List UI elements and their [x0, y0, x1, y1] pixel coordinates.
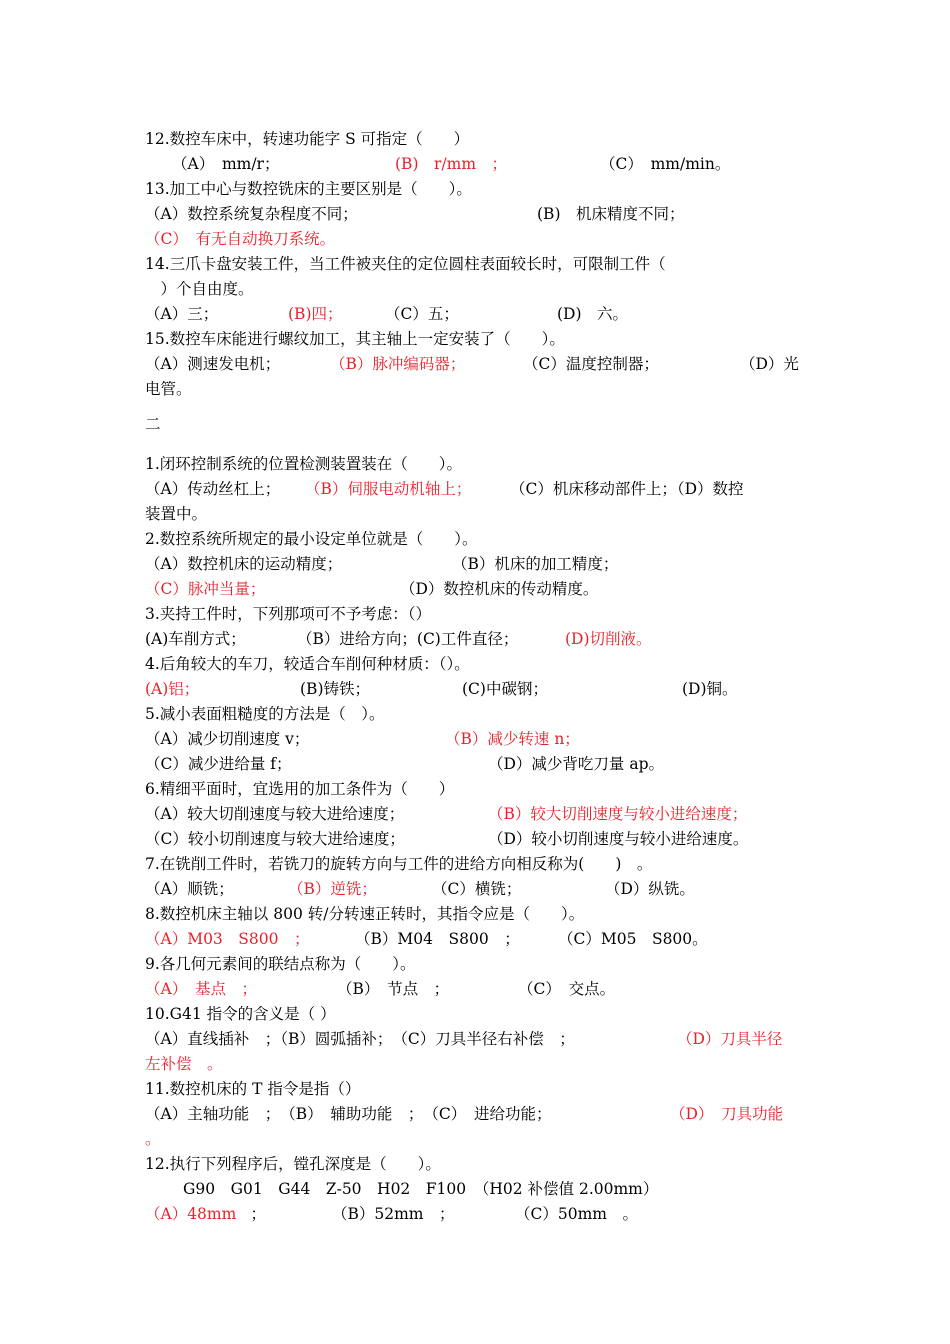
line-text: 装置中。	[145, 505, 208, 523]
answer-text: （B）伺服电动机轴上；	[305, 480, 472, 498]
line-text: ）个自由度。	[145, 280, 254, 298]
line-text: 15.数控车床能进行螺纹加工，其主轴上一定安装了（ ）。	[145, 330, 565, 348]
line-text: （C）机床移动部件上；（D）数控	[510, 480, 744, 498]
line-text: 9.各几何元素间的联结点称为（ ）。	[145, 955, 416, 973]
line-text: （C）M05 S800。	[558, 930, 708, 948]
line-text: 7.在铣削工件时，若铣刀的旋转方向与工件的进给方向相反称为( ) 。	[145, 855, 653, 873]
answer-text: 左补偿 。	[145, 1055, 223, 1073]
line-text: （A）主轴功能 ； （B） 辅助功能 ； （C） 进给功能；	[145, 1105, 552, 1123]
answer-text: (A)铝；	[145, 680, 200, 698]
line-text: G90 G01 G44 Z-50 H02 F100 （H02 补偿值 2.00mm）	[183, 1180, 659, 1198]
line-text: 8.数控机床主轴以 800 转/分转速正转时，其指令应是（ ）。	[145, 905, 585, 923]
line-text: 3.夹持工件时，下列那项可不予考虑：（）	[145, 605, 432, 623]
line-text: (A)车削方式；	[145, 630, 246, 648]
line-text: （D）减少背吃刀量 ap。	[488, 755, 665, 773]
line-text: （A）测速发电机；	[145, 355, 281, 373]
answer-text: （B）减少转速 n；	[445, 730, 580, 748]
line-text: （B）进给方向；(C)工件直径；	[297, 630, 519, 648]
line-text: （C） mm/min。	[600, 155, 731, 173]
answer-text: （B）较大切削速度与较小进给速度；	[488, 805, 748, 823]
line-text: （B）机床的加工精度；	[452, 555, 619, 573]
line-text: 10.G41 指令的含义是（ ）	[145, 1005, 336, 1023]
line-text: （A）数控系统复杂程度不同；	[145, 205, 358, 223]
answer-text: （A） 基点 ；	[145, 980, 257, 998]
line-text: 12.执行下列程序后，镗孔深度是（ ）。	[145, 1155, 441, 1173]
line-text: （A）三；	[145, 305, 219, 323]
line-text: （A）数控机床的运动精度；	[145, 555, 343, 573]
line-text: （B）M04 S800 ；	[355, 930, 520, 948]
answer-text: (D)切削液。	[565, 630, 652, 648]
line-text: 二	[145, 415, 161, 433]
line-text: ；	[235, 1205, 267, 1223]
line-text: 14.三爪卡盘安装工件，当工件被夹住的定位圆柱表面较长时，可限制工件（	[145, 255, 666, 273]
answer-text: (B)四；	[288, 305, 343, 323]
line-text: 12.数控车床中，转速功能字 S 可指定（ ）	[145, 130, 470, 148]
answer-text: （D） 刀具功能	[670, 1105, 784, 1123]
line-text: （C）较小切削速度与较大进给速度；	[145, 830, 405, 848]
answer-text: （B）脉冲编码器；	[330, 355, 466, 373]
line-text: 13.加工中心与数控铣床的主要区别是（ ）。	[145, 180, 472, 198]
line-text: 电管。	[145, 380, 192, 398]
line-text: 1.闭环控制系统的位置检测装置装在（ ）。	[145, 455, 463, 473]
line-text: （A）顺铣；	[145, 880, 234, 898]
answer-text: （C） 有无自动换刀系统。	[145, 230, 336, 248]
line-text: （C）五；	[385, 305, 459, 323]
line-text: （A） mm/r；	[172, 155, 280, 173]
line-text: （D）较小切削速度与较小进给速度。	[488, 830, 749, 848]
line-text: 2.数控系统所规定的最小设定单位就是（ ）。	[145, 530, 478, 548]
answer-text: （C）脉冲当量；	[145, 580, 266, 598]
line-text: （C） 交点。	[518, 980, 616, 998]
line-text: (C)中碳钢；	[462, 680, 548, 698]
answer-text: （D）刀具半径	[677, 1030, 783, 1048]
line-text: (B) 机床精度不同；	[537, 205, 685, 223]
line-text: （A）较大切削速度与较大进给速度；	[145, 805, 405, 823]
line-text: （D）纵铣。	[605, 880, 695, 898]
answer-text: （A）M03 S800 ；	[145, 930, 310, 948]
line-text: （B） 节点 ；	[337, 980, 450, 998]
answer-text: （A）48mm	[145, 1205, 237, 1223]
line-text: 5.减小表面粗糙度的方法是（ ）。	[145, 705, 385, 723]
line-text: （C）温度控制器；	[523, 355, 659, 373]
line-text: （A）减少切削速度 v；	[145, 730, 310, 748]
line-text: （D）光	[740, 355, 799, 373]
line-text: （C）减少进给量 f；	[145, 755, 292, 773]
line-text: （C）横铣；	[432, 880, 522, 898]
line-text: 6.精细平面时，宜选用的加工条件为（ ）	[145, 780, 455, 798]
line-text: (B)铸铁；	[300, 680, 370, 698]
line-text: （C）50mm 。	[515, 1205, 638, 1223]
answer-text: (B) r/mm ；	[395, 155, 508, 173]
line-text: （A）直线插补 ；（B）圆弧插补； （C）刀具半径右补偿 ；	[145, 1030, 575, 1048]
line-text: （D）数控机床的传动精度。	[400, 580, 599, 598]
line-text: （A）传动丝杠上；	[145, 480, 281, 498]
line-text: 11.数控机床的 T 指令是指（）	[145, 1080, 361, 1098]
line-text: 4.后角较大的车刀，较适合车削何种材质：（）。	[145, 655, 470, 673]
answer-text: 。	[145, 1130, 161, 1148]
answer-text: （B）逆铣；	[288, 880, 377, 898]
line-text: （B）52mm ；	[332, 1205, 455, 1223]
line-text: (D) 六。	[557, 305, 629, 323]
line-text: (D)铜。	[682, 680, 738, 698]
